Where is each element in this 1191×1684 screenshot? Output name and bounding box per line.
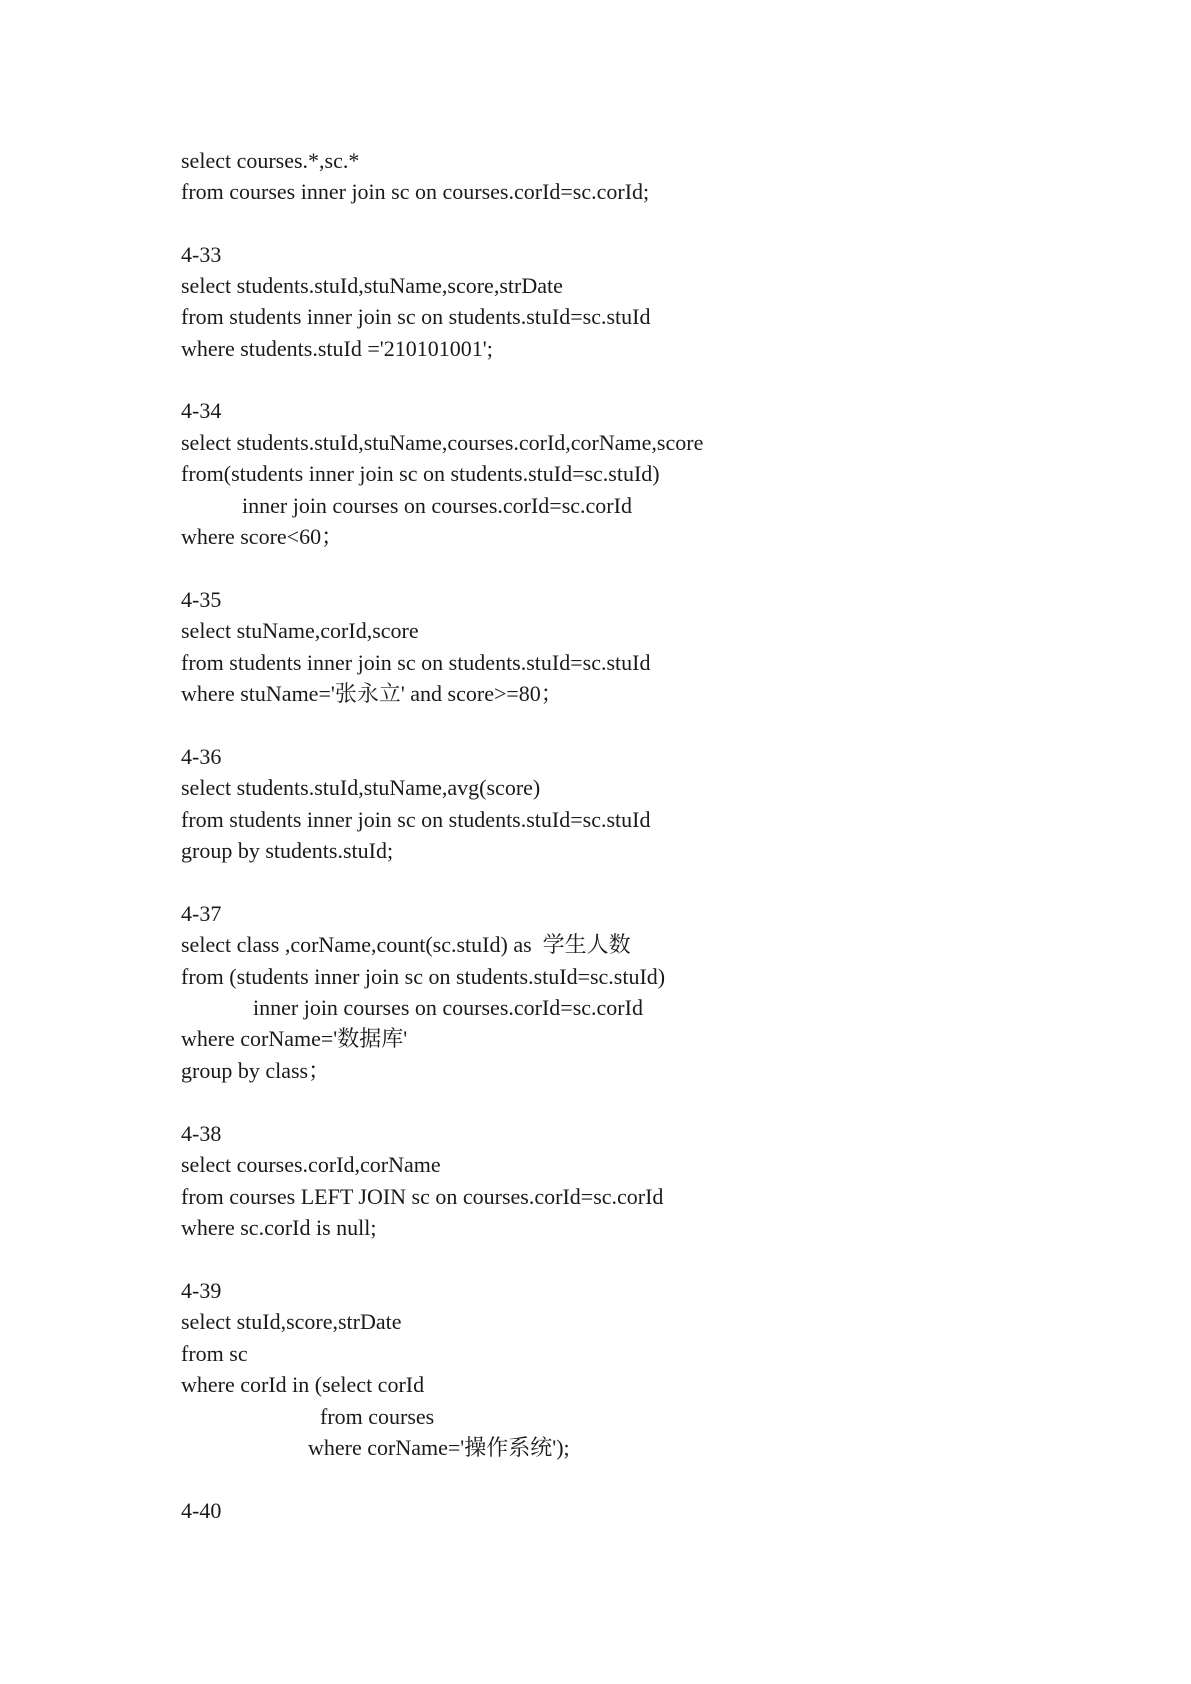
code-line: select courses.*,sc.* [181, 148, 360, 173]
code-line: inner join courses on courses.corId=sc.corId [242, 493, 632, 518]
section-heading: 4-34 [181, 398, 222, 423]
section-heading: 4-39 [181, 1278, 222, 1303]
code-line: where students.stuId ='210101001'; [181, 336, 493, 361]
section-heading: 4-40 [181, 1498, 222, 1523]
code-line: group by class； [181, 1058, 331, 1083]
section-heading: 4-35 [181, 587, 222, 612]
code-line: where corName='数据库' [181, 1026, 408, 1051]
code-line: where score<60； [181, 524, 344, 549]
code-line: from (students inner join sc on students.stuId=sc.stuId) [181, 964, 666, 989]
section-heading: 4-33 [181, 242, 222, 267]
code-line: select courses.corId,corName [181, 1152, 441, 1177]
code-line: select students.stuId,stuName,avg(score) [181, 775, 541, 800]
code-line: from courses [320, 1404, 435, 1429]
code-line: inner join courses on courses.corId=sc.corId [253, 995, 643, 1020]
code-line: from courses LEFT JOIN sc on courses.corId=sc.corId [181, 1184, 664, 1209]
code-line: where corName='操作系统'); [308, 1435, 570, 1460]
code-line: where corId in (select corId [181, 1372, 425, 1397]
code-line: from(students inner join sc on students.stuId=sc.stuId) [181, 461, 660, 486]
code-line: where stuName='张永立' and score>=80； [181, 681, 563, 706]
code-line: group by students.stuId; [181, 838, 394, 863]
section-heading: 4-36 [181, 744, 222, 769]
code-line: select class ,corName,count(sc.stuId) as 学生人数 [181, 932, 631, 957]
code-line: from students inner join sc on students.stuId=sc.stuId [181, 807, 651, 832]
code-line: from students inner join sc on students.stuId=sc.stuId [181, 304, 651, 329]
code-line: where sc.corId is null; [181, 1215, 377, 1240]
code-line: select students.stuId,stuName,score,strDate [181, 273, 563, 298]
code-line: from courses inner join sc on courses.corId=sc.corId; [181, 179, 650, 204]
code-line: select stuId,score,strDate [181, 1309, 402, 1334]
code-line: select students.stuId,stuName,courses.corId,corName,score [181, 430, 704, 455]
code-line: from sc [181, 1341, 248, 1366]
section-heading: 4-37 [181, 901, 222, 926]
section-heading: 4-38 [181, 1121, 222, 1146]
code-line: select stuName,corId,score [181, 618, 419, 643]
code-line: from students inner join sc on students.stuId=sc.stuId [181, 650, 651, 675]
